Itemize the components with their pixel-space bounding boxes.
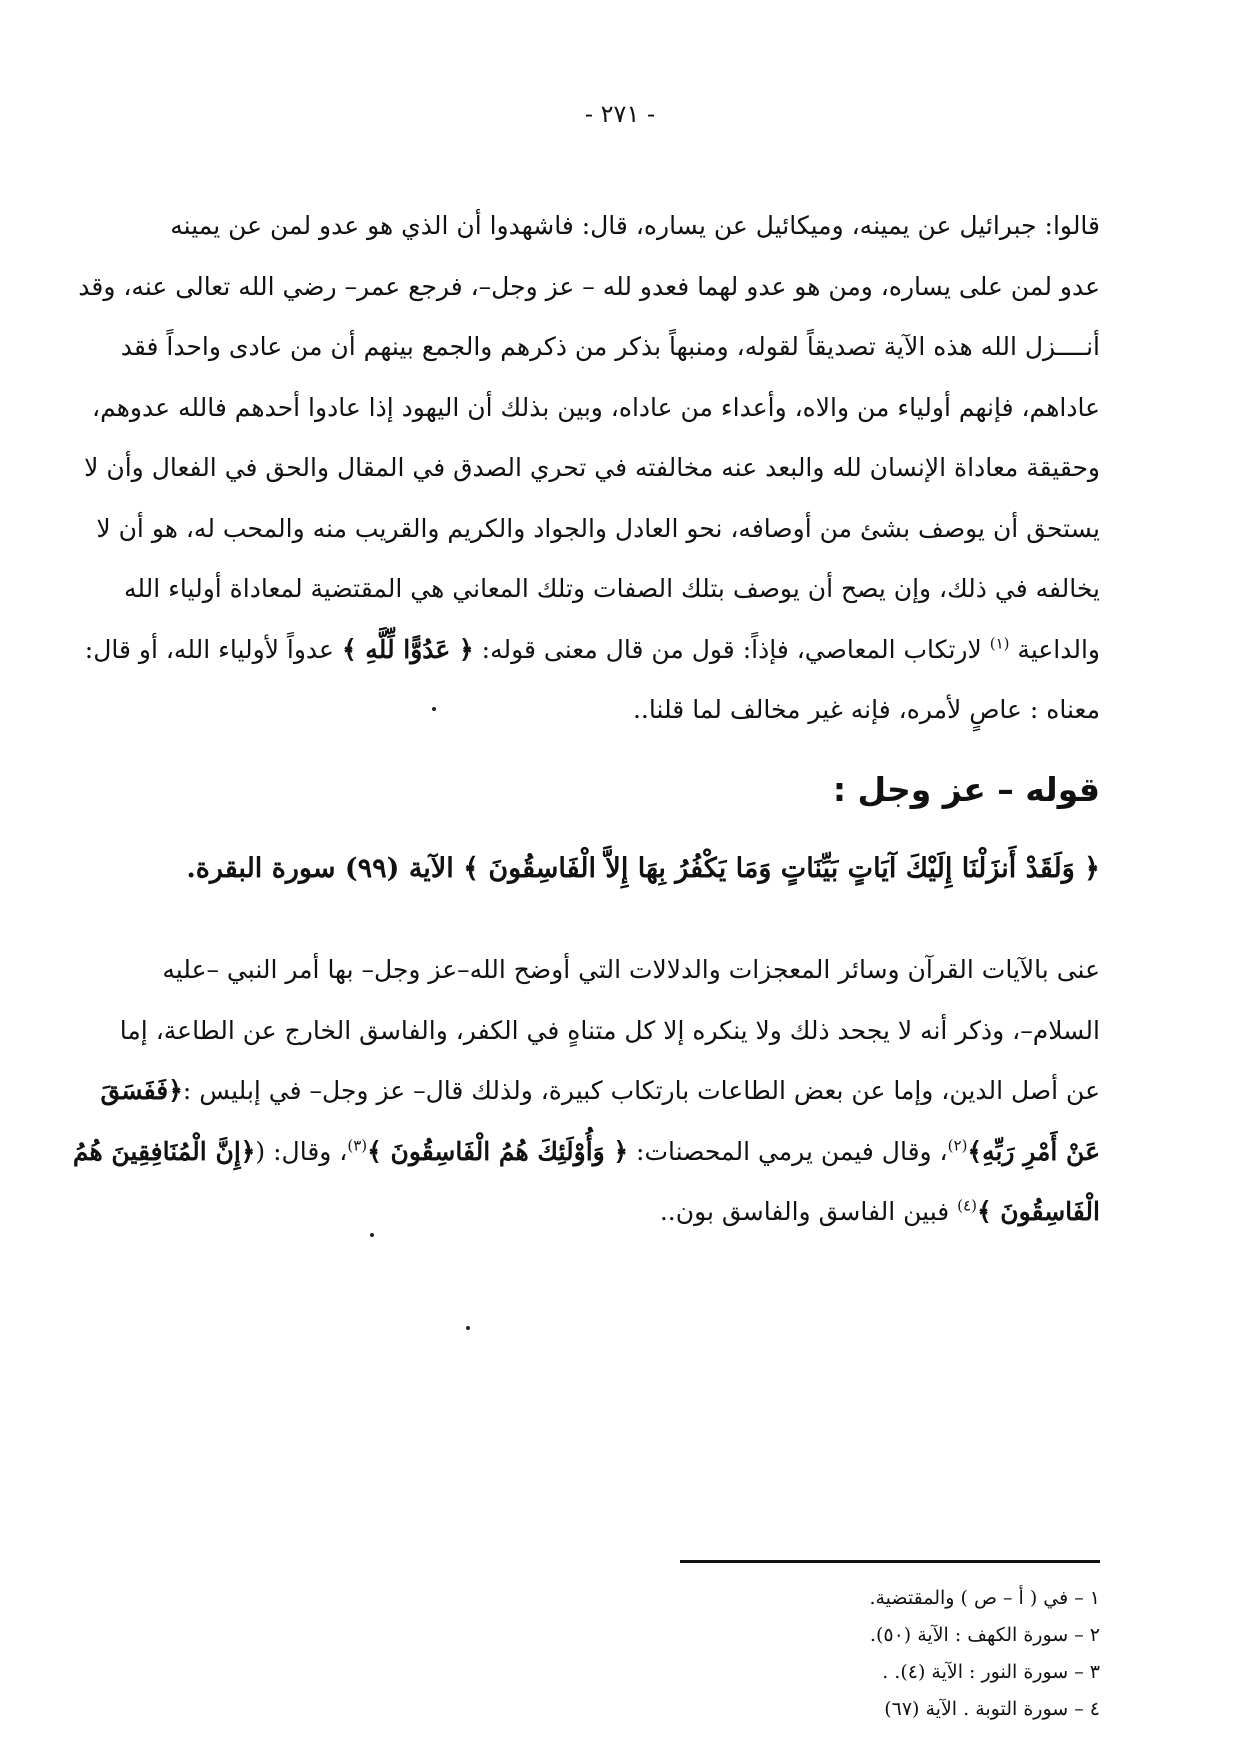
paragraph-line: يستحق أن يوصف بشئ من أوصافه، نحو العادل والجواد والكريم والقريب منه والمحب له، هو أن لا bbox=[96, 513, 1100, 543]
paragraph-line: قالوا: جبرائيل عن يمينه، وميكائيل عن يساره، قال: فاشهدوا أن الذي هو عدو لمن عن يمينه bbox=[170, 211, 1100, 240]
paragraph-line: وحقيقة معاداة الإنسان لله والبعد عنه مخالفته في تحري الصدق في المقال والحق في الفعال وأن لا bbox=[84, 453, 1100, 482]
paragraph-line: أنــــزل الله هذه الآية تصديقاً لقوله، ومنبهاً بذكر من ذكرهم والجمع بينهم أن من عادى واحداً فقد bbox=[120, 332, 1100, 361]
footnote-item: ٣ – سورة النور : الآية (٤). . bbox=[882, 1661, 1100, 1683]
paragraph-tafsir bbox=[78, 196, 1100, 741]
paragraph-line: السلام–، وذكر أنه لا يجحد ذلك ولا ينكره إلا كل متناهٍ في الكفر، والفاسق الخارج عن الطاعة، إما bbox=[119, 1015, 1100, 1045]
text-run: عن أصل الدين، وإما عن بعض الطاعات بارتكاب كبيرة، ولذلك قال– عز وجل– في إبليس : bbox=[182, 1076, 1100, 1105]
paragraph-line: عنى بالآيات القرآن وسائر المعجزات والدلالات التي أوضح الله–عز وجل– بها أمر النبي –عليه bbox=[162, 955, 1100, 984]
paragraph-line: عدو لمن على يساره، ومن هو عدو لهما فعدو لله – عز وجل–، فرجع عمر– رضي الله تعالى عنه، وقد bbox=[78, 271, 1100, 301]
footnote-ref: (٢) bbox=[947, 1136, 968, 1155]
verse-line bbox=[140, 853, 1100, 884]
paragraph-line bbox=[100, 1061, 1100, 1122]
footnote-item: ١ – في ( أ – ص ) والمقتضية. bbox=[869, 1587, 1100, 1609]
footnote-separator bbox=[680, 1560, 1100, 1563]
quran-quote: ﴿ وَأُوْلَئِكَ هُمُ الْفَاسِقُونَ ﴾ bbox=[367, 1136, 629, 1166]
paragraph-commentary bbox=[72, 940, 1100, 1243]
footnote-item: ٢ – سورة الكهف : الآية (٥٠). bbox=[869, 1624, 1100, 1646]
scan-speck bbox=[466, 1326, 470, 1330]
verse-reference: الآية (٩٩) سورة البقرة. bbox=[186, 853, 464, 884]
scan-speck bbox=[432, 707, 436, 711]
quran-quote: ﴿فَفَسَقَ bbox=[100, 1076, 183, 1105]
page-number: - ٢٧١ - bbox=[584, 100, 656, 128]
paragraph-line: يخالفه في ذلك، وإن يصح أن يوصف بتلك الصفات وتلك المعاني هي المقتضية لمعاداة أولياء الله bbox=[123, 574, 1100, 603]
footnote-ref: (١) bbox=[989, 634, 1010, 653]
text-run: فبين الفاسق والفاسق بون.. bbox=[659, 1197, 958, 1226]
text-run: والداعية bbox=[1009, 634, 1100, 664]
quran-verse: ﴿ وَلَقَدْ أَنزَلْنَا إِلَيْكَ آيَاتٍ بَيِّنَاتٍ وَمَا يَكْفُرُ بِهَا إِلاَّ الْفَاسِقُونَ ﴾ bbox=[463, 853, 1100, 884]
footnote-ref: (٤) bbox=[957, 1196, 977, 1215]
paragraph-line bbox=[140, 1182, 1100, 1243]
paragraph-line: معناه : عاصٍ لأمره، فإنه غير مخالف لما قلنا.. bbox=[632, 695, 1100, 724]
text-run: ، وقال فيمن يرمي المحصنات: bbox=[628, 1136, 948, 1166]
paragraph-line: عاداهم، فإنهم أولياء من والاه، وأعداء من عاداه، وبين بذلك أن اليهود إذا عادوا أحدهم فالله عدوهم، bbox=[92, 392, 1100, 422]
section-heading: قوله – عز وجل : bbox=[832, 770, 1100, 809]
paragraph-line bbox=[84, 620, 1100, 681]
footnote-ref: (٣) bbox=[347, 1136, 368, 1155]
quran-quote: ﴿إِنَّ الْمُنَافِقِينَ هُمُ bbox=[72, 1136, 256, 1166]
scan-speck bbox=[370, 1233, 374, 1237]
quran-quote: عَنْ أَمْرِ رَبِّهِ﴾ bbox=[967, 1136, 1100, 1166]
footnotes bbox=[600, 1580, 1100, 1728]
text-run: ، وقال: ( bbox=[255, 1136, 348, 1166]
footnote-item: ٤ – سورة التوبة . الآية (٦٧) bbox=[884, 1698, 1100, 1720]
text-run: لارتكاب المعاصي، فإذاً: قول من قال معنى قوله: bbox=[473, 634, 990, 664]
quran-quote: ﴿ عَدُوًّا لِّلَّهِ ﴾ bbox=[341, 634, 474, 664]
paragraph-line bbox=[72, 1122, 1100, 1183]
text-run: عدواً لأولياء الله، أو قال: bbox=[84, 634, 342, 664]
quran-quote: الْفَاسِقُونَ ﴾ bbox=[976, 1197, 1100, 1226]
